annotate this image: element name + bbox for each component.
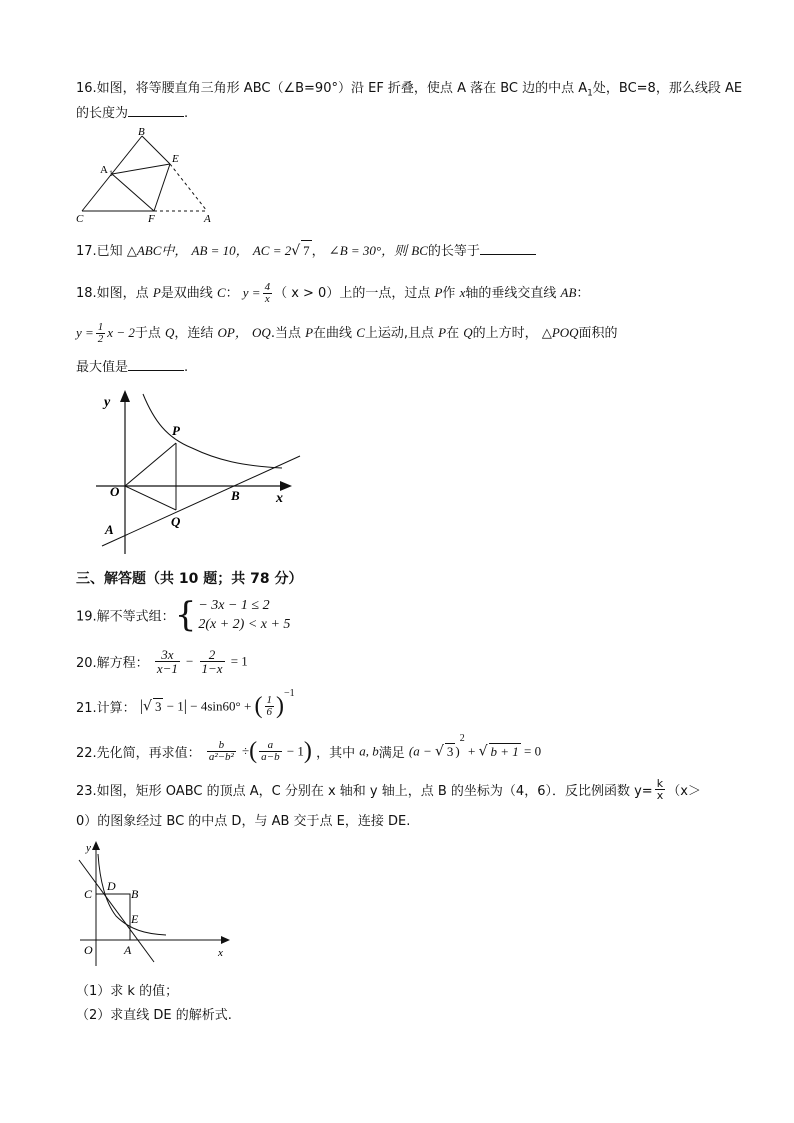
label-A1-sub: 1 bbox=[109, 169, 113, 178]
q18-hyperbola-figure bbox=[92, 386, 312, 561]
q18-line-2: y = $\frac{1}{2}$ x − 2于点 Q，连结 OP， OQ.当点 P在曲线 C上运动,且点 P在 Q的上方时， △POQ面积的 bbox=[76, 321, 618, 345]
label-P: P bbox=[172, 423, 180, 438]
label-O: O bbox=[110, 484, 120, 499]
label-B: B bbox=[138, 126, 145, 138]
q16-line-1: 16.如图，将等腰直角三角形 ABC（∠B=90°）沿 EF 折叠，使点 A 落在 BC 边的中点 $A_1$处，BC=8，那么线段 AE bbox=[76, 81, 743, 99]
q23-line-2: 0）的图象经过 BC 的中点 D，与 AB 交于点 E，连接 DE. bbox=[76, 814, 411, 829]
q23-rectangle-figure bbox=[76, 838, 236, 970]
q21-line: 21.计算： |√ 3 − 1| − 4sin60° + ( $\frac{1}{6}$ )$^{-1}$ bbox=[76, 688, 295, 719]
label-Q: Q bbox=[171, 514, 181, 529]
label-A1: A bbox=[100, 164, 108, 176]
section-heading: 三、解答题（共 10 题；共 78 分） bbox=[76, 571, 303, 587]
q17-line: 17.已知 △ABC中， AB = 10， AC = 2√ 7 ， ∠B = 30°，则 BC的长等于 bbox=[76, 240, 536, 262]
label-B: B bbox=[231, 488, 240, 503]
axis-label-x: x bbox=[218, 947, 223, 959]
q19-line: 19.解不等式组：{ − 3x − 1 ≤ 2 2(x + 2) < x + 5 bbox=[76, 595, 291, 635]
label-E: E bbox=[131, 912, 139, 926]
answer-blank-17[interactable] bbox=[480, 242, 536, 255]
q23-part-2: （2）求直线 DE 的解析式. bbox=[76, 1008, 232, 1023]
q23-line-1: 23.如图，矩形 OABC 的顶点 A，C 分别在 x 轴和 y 轴上，点 B 的坐标为（4，6）．反比例函数 y= $\frac{k}{x}$ （x＞ bbox=[76, 777, 701, 802]
label-A: A bbox=[124, 943, 132, 957]
q20-line: 20.解方程： $\frac{3x}{x-1}$ − $\frac{2}{1-x}$ = 1 bbox=[76, 647, 248, 676]
axis-label-y: y bbox=[104, 395, 111, 410]
answer-blank-18[interactable] bbox=[128, 358, 184, 371]
q18-line-1: 18.如图，点 P是双曲线 C： y = $\frac{4}{x}$ （ x > 0）上的一点，过点 P作 x轴的垂线交直线 AB： bbox=[76, 281, 590, 305]
label-A: A bbox=[204, 213, 211, 225]
q22-line: 22.先化简，再求值： $\frac{b}{\text{a²−b²}}$ ÷( $\frac{a}{a-b}$ − 1) ，其中 a, b满足 (a − √ 3 )$^2$ + √ b + 1 = 0 bbox=[76, 733, 542, 764]
label-A: A bbox=[105, 522, 114, 537]
axis-label-y: y bbox=[86, 842, 91, 854]
q23-part-1: （1）求 k 的值； bbox=[76, 984, 179, 999]
label-E: E bbox=[172, 153, 179, 165]
label-C: C bbox=[76, 213, 84, 225]
axis-label-x: x bbox=[276, 491, 283, 506]
label-B: B bbox=[131, 887, 139, 901]
label-O: O bbox=[84, 943, 93, 957]
label-C: C bbox=[84, 887, 93, 901]
label-F: F bbox=[148, 213, 155, 225]
q18-line-3: 最大值是 . bbox=[76, 360, 189, 375]
label-D: D bbox=[107, 879, 116, 893]
q16-triangle-figure bbox=[74, 125, 224, 225]
answer-blank-16[interactable] bbox=[128, 104, 184, 117]
q16-line-2: 的长度为 . bbox=[76, 106, 189, 121]
